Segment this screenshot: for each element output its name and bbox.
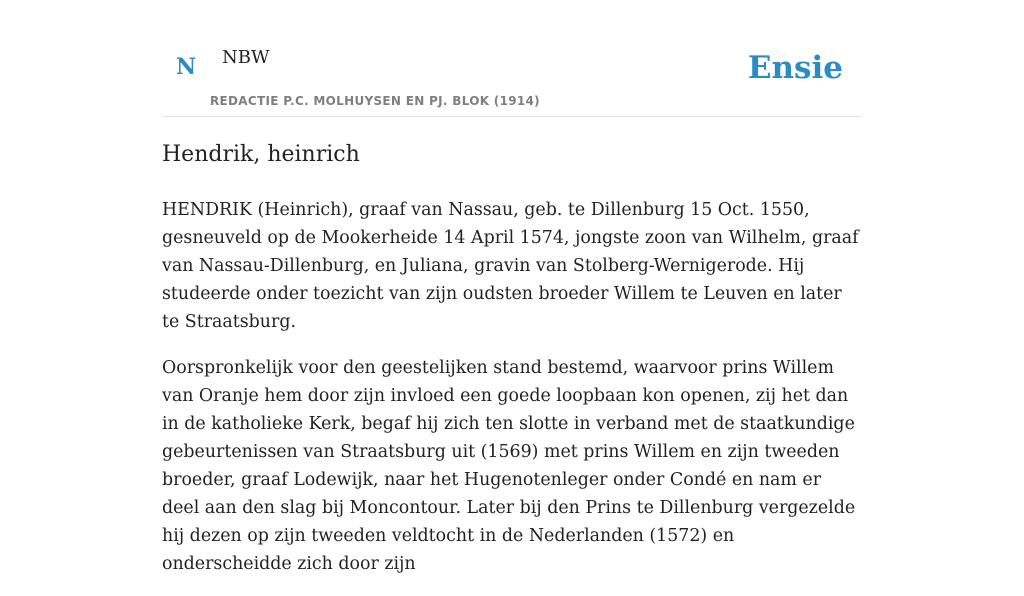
article-paragraph: HENDRIK (Heinrich), graaf van Nassau, geb. te Dillenburg 15 Oct. 1550, gesneuveld op de Mookerheide 14 April 1574, jongste zoon van Wilhelm, graaf van Nassau-Dillenburg, en Juliana, gravin van Stolberg-Wernigerode. Hij studeerde onder toezicht van zijn oudsten broeder Willem te Leuven en later te Straatsburg. (162, 200, 859, 332)
source-logo[interactable]: N (176, 54, 197, 80)
article-title: Hendrik, heinrich (162, 142, 360, 167)
article-paragraph: Oorspronkelijk voor den geestelijken stand bestemd, waarvoor prins Willem van Oranje hem door zijn invloed een goede loopbaan kon openen, zij het dan in de katholieke Kerk, begaf hij zich ten slotte in verband met de staatkundige gebeurtenissen van Straatsburg uit (1569) met prins Willem en zijn tweeden broeder, graaf Lodewijk, naar het Hugenotenleger onder Condé en nam er deel aan den slag bij Moncontour. Later bij den Prins te Dillenburg vergezelde hij dezen op zijn tweeden veldtocht in de Nederlanden (1572) en onderscheidde zich door zijn (162, 358, 856, 574)
source-name[interactable]: NBW (222, 47, 270, 68)
site-header (162, 0, 862, 117)
source-subtitle: REDACTIE P.C. MOLHUYSEN EN PJ. BLOK (1914) (210, 94, 540, 108)
brand-logo[interactable]: Ensie (747, 50, 843, 86)
article-body (162, 138, 862, 596)
